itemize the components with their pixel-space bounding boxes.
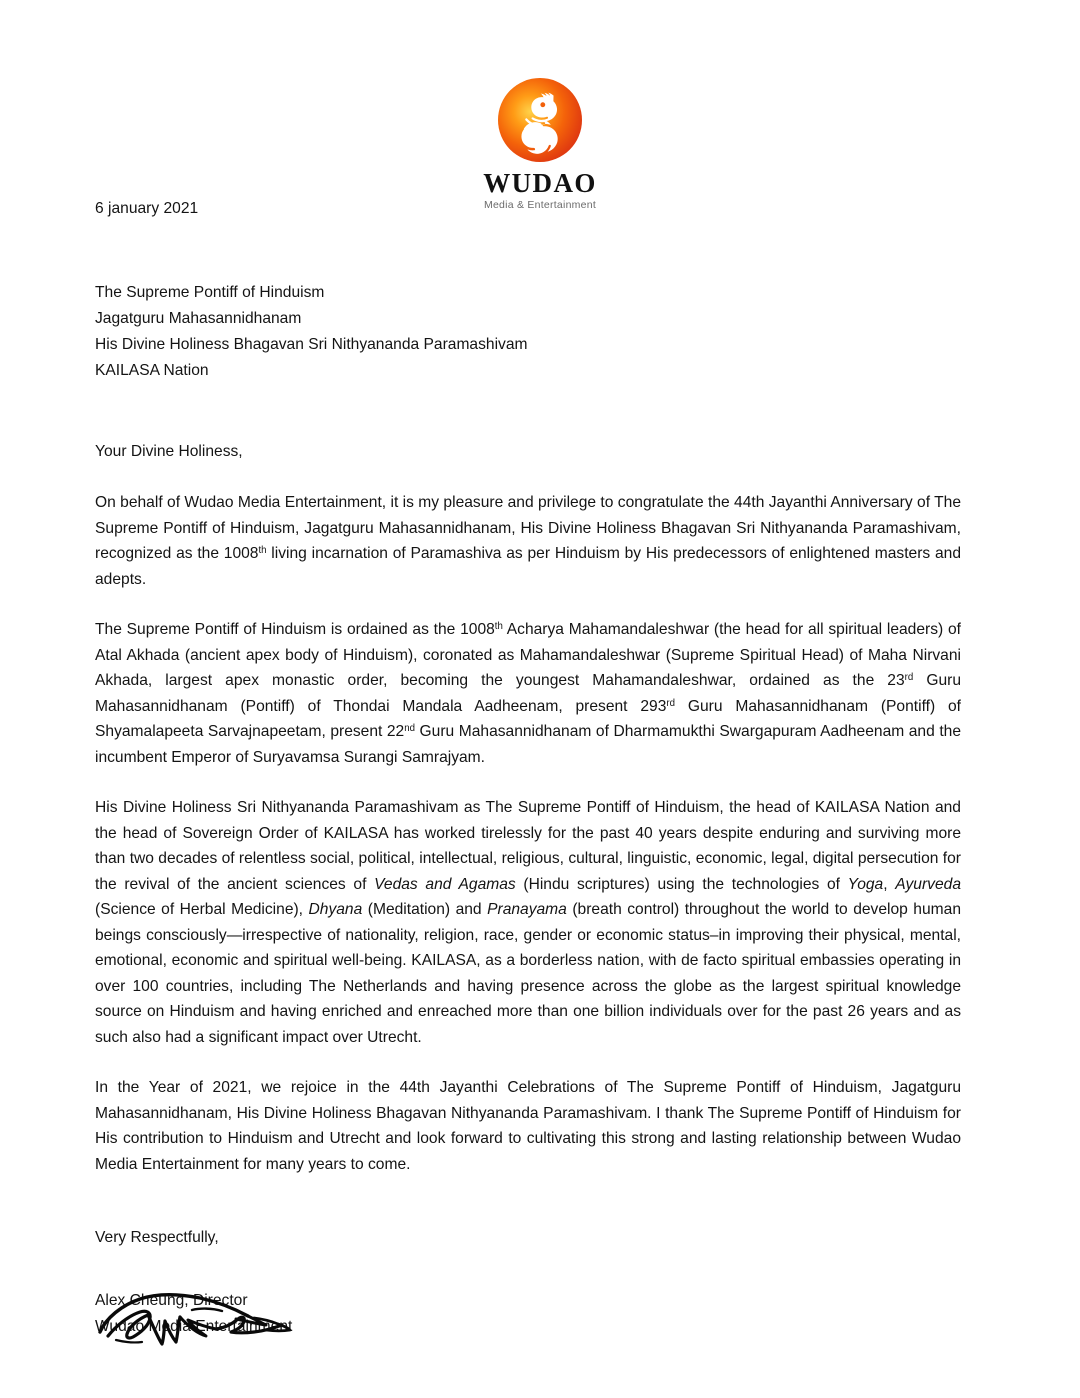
ordinal-suffix: nd: [404, 722, 415, 734]
paragraph-text: Guru Mahasannidhanam (Pontiff) of Thondai Mandala Aadheenam, present 293: [95, 672, 961, 715]
paragraph-text: His Divine Holiness Sri Nithyananda Paramashivam as The Supreme Pontiff of Hinduism, the head of KAILASA Nation and the head of Sovereign Order of KAILASA has worked tirelessly for the past 40 years despite enduring and surviving more than two decades of relentless social, political, intellectual, religious, cultural, linguistic, economic, legal, digital persecution for the revival of the ancient sciences of: [95, 799, 961, 893]
letter-date: 6 january 2021: [95, 200, 199, 217]
italic-term-pranayama: Pranayama: [487, 901, 567, 918]
body-paragraph-2: [95, 617, 961, 770]
paragraph-text: living incarnation of Paramashiva as per Hinduism by His predecessors of enlightened masters and adepts.: [95, 545, 961, 588]
body-paragraph-4: In the Year of 2021, we rejoice in the 44th Jayanthi Celebrations of The Supreme Pontiff of Hinduism, Jagatguru Mahasannidhanam, His Divine Holiness Bhagavan Nithyananda Paramashivam. I thank The Supreme Pontiff of Hinduism for His contribution to Hinduism and Utrecht and look forward to cultivating this strong and lasting relationship between Wudao Media Entertainment for many years to come.: [95, 1079, 961, 1173]
body-paragraph-1: [95, 490, 961, 592]
italic-term-dhyana: Dhyana: [308, 901, 363, 918]
paragraph-text: The Supreme Pontiff of Hinduism is ordained as the 1008: [95, 621, 495, 638]
body-paragraph-3: [95, 795, 961, 1050]
ordinal-suffix: th: [494, 620, 503, 632]
paragraph-text: (Science of Herbal Medicine),: [95, 901, 309, 918]
signer-company: Wudao Media Entertainment: [95, 1317, 293, 1335]
recipient-line: Jagatguru Mahasannidhanam: [95, 309, 302, 327]
recipient-line: His Divine Holiness Bhagavan Sri Nithyananda Paramashivam: [95, 335, 528, 353]
recipient-line: KAILASA Nation: [95, 361, 209, 379]
italic-term-ayurveda: Ayurveda: [895, 875, 961, 893]
paragraph-text: Acharya Mahamandaleshwar (the head for all spiritual leaders) of Atal Akhada (ancient apex body of Hinduism), coronated as Mahamandaleshwar (Supreme Spiritual Head) of Maha Nirvani Akhada, largest apex monastic order, becoming the youngest Mahamandaleshwar, ordained as the 23: [95, 621, 961, 689]
paragraph-text: (Hindu scriptures) using the technologies of: [515, 875, 848, 893]
wudao-dragon-logo-icon: [498, 78, 582, 162]
logo-wordmark: WUDAO: [483, 168, 597, 198]
paragraph-text: Guru Mahasannidhanam (Pontiff) of Shyamalapeeta Sarvajnapeetam, present 22: [95, 697, 961, 740]
letter-body: [95, 196, 961, 1340]
italic-term-yoga: Yoga: [847, 875, 884, 893]
recipient-address-block: [95, 280, 961, 384]
paragraph-text: On behalf of Wudao Media Entertainment, it is my pleasure and privilege to congratulate the 44th Jayanthi Anniversary of The Supreme Pontiff of Hinduism, Jagatguru Mahasannidhanam, His Divine Holiness Bhagavan Sri Nithyananda Paramashivam, recognized as the 1008: [95, 494, 961, 562]
handwritten-signature-icon: [96, 1288, 301, 1360]
ordinal-suffix: th: [258, 544, 267, 556]
paragraph-text: (breath control) throughout the world to develop human beings consciously—irrespective of nationality, religion, race, gender or economic status–in improving their physical, mental, emotional, economic and spiritual well-being. KAILASA, as a borderless nation, with de facto spiritual embassies operating in over 100 countries, including The Netherlands and having presence across the globe as the largest spiritual knowledge source on Hinduism and having enriched and enreached more than one billion individuals over for the past 26 years and as such also had a significant impact over Utrecht.: [95, 901, 961, 1046]
italic-term-vedas-agamas: Vedas and Agamas: [374, 875, 516, 893]
closing-line: Very Respectfully,: [95, 1229, 219, 1246]
paragraph-text: Guru Mahasannidhanam of Dharmamukthi Swargapuram Aadheenam and the incumbent Emperor of Suryavamsa Surangi Samrajyam.: [95, 723, 961, 766]
paragraph-text: (Meditation) and: [362, 901, 488, 918]
ordinal-suffix: rd: [904, 671, 914, 683]
salutation: Your Divine Holiness,: [95, 442, 243, 460]
logo-tagline: Media & Entertainment: [483, 199, 597, 212]
signer-name-title: Alex Cheung, Director: [95, 1291, 248, 1309]
paragraph-text: ,: [883, 875, 896, 893]
letterhead: [0, 78, 1080, 211]
ordinal-suffix: rd: [666, 697, 675, 709]
recipient-line: The Supreme Pontiff of Hinduism: [95, 283, 325, 301]
